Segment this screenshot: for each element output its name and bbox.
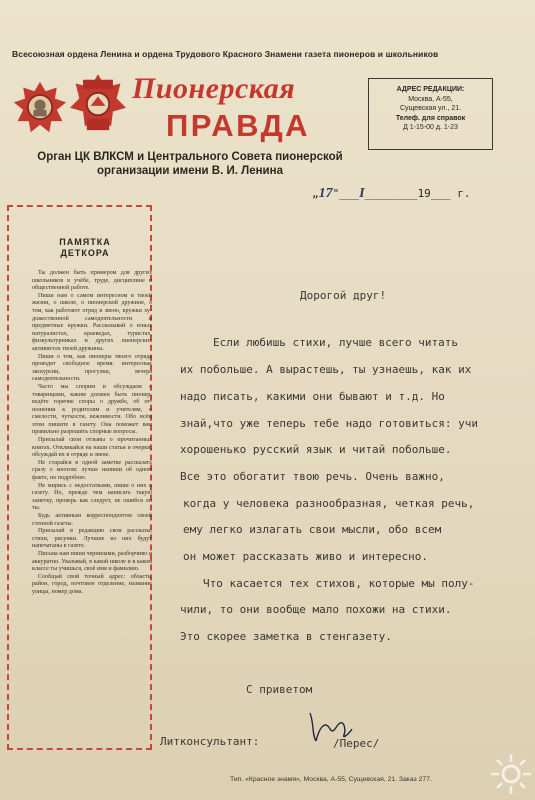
letter-line: он может рассказать живо и интересно. [183,550,429,563]
signoff-name: /Перес/ [333,737,380,750]
organ-line-2: организации имени В. И. Ленина [97,165,283,177]
memo-title-line-2: ДЕТКОРА [60,248,110,258]
memo-paragraph: Будь активным корреспондентом своей стенной газеты. [32,513,152,527]
date-day: 17 [318,186,333,201]
newspaper-tagline: Всесоюзная ордена Ленина и ордена Трудового Красного Знамени газета пионеров и школьников [12,49,439,59]
memo-text [32,270,152,597]
memo-title-line-1: ПАМЯТКА [59,237,111,247]
letter-line: хорошенько русский язык и читай побольше. [180,443,452,456]
date-month: I [359,186,365,201]
organ-subtitle [20,150,360,178]
lenin-order-icon [12,78,68,138]
letter-line: Если любишь стихи, лучше всего читать [213,336,459,349]
date-line: „17"___I________19___ г. [312,186,471,201]
signoff-label: Литконсультант: [160,735,260,748]
letter-line: ему легко излагать свои мысли, обо всем [183,523,442,536]
letter-line: Что касается тех стихов, которые мы полу- [203,577,475,590]
date-year-suffix: г. [457,187,471,200]
sun-watermark-icon [489,752,533,796]
memo-paragraph: Не старайся в одной заметке рассказать сразу о многом: лучше напиши об одном факте, но подробнее. [32,459,152,482]
memo-paragraph: Сообщай свой точный адрес: область, район, город, почтовое отделение, название улицы, номер дома. [32,573,152,595]
memo-paragraph: Не мирись с недостатками, пиши о них в газету. Но, прежде чем написать такую заметку, проверь как следует, не ошибся ли ты. [32,482,152,512]
address-line-3: Телеф. для справок [395,114,466,122]
memo-paragraph: Ты должен быть примером для других школьников в учёбе, труде, дисциплине и общественной работе. [32,270,152,292]
address-line-4: Д 1-15-00 д. 1-23 [403,124,458,131]
letter-line: знай,что уже теперь тебе надо готовиться: учи [180,417,479,430]
red-banner-order-icon [70,74,126,134]
organ-line-1: Орган ЦК ВЛКСМ и Центрального Совета пионерской [37,151,343,163]
letter-closing: С приветом [246,683,313,696]
memo-paragraph: Пиши о том, как пионеры твоего отряда проводят свободное время: интересные экскурсии, прогулки, вечера самодеятельности. [32,353,152,383]
letter-line: чили, то они вообще мало похожи на стихи. [180,603,452,616]
memo-paragraph: Часто мы спорим и обсуждаем с товарищами, каким должен быть пионер, ведёте горячие споры о дружбе, об отношении к родителям и учителям, о смелости, чуткости, вежливости. Обо всём этом пишите в газету. Она поможет вам правильно разрешить спорные вопросы. [32,383,152,436]
address-heading: АДРЕС РЕДАКЦИИ: [396,86,465,93]
memo-paragraph: Присылай в редакцию свои рассказы, стихи, рисунки. Лучшие из них будут напечатаны в газете. [32,528,152,550]
address-line-1: Москва, А-55, [408,95,453,103]
letter-line: Все это обогатит твою речь. Очень важно, [180,470,445,483]
newspaper-title-line2: ПРАВДА [166,108,311,143]
editorial-address-box [368,78,493,150]
memo-paragraph: Присылай свои отзывы о прочитанных книгах. Откликайся на наши статьи и очерки, обсуждай их в отряде и звене. [32,437,152,459]
letter-line: когда у человека разнообразная, четкая речь, [183,497,475,510]
handwritten-signature [300,705,360,745]
order-badges [12,74,132,146]
letter-line: Это скорее заметка в стенгазету. [180,630,392,643]
letter-line: их побольше. А вырастешь, ты узнаешь, как их [180,363,472,376]
memo-paragraph: Пиши нам о самом интересном в твоей жизни, о школе, о пионерской дружине, о том, как работают отряд и звено, кружки художественной самодеятельности и предметные кружки. Рассказывай о юных натуралистах, краеведах, туристах, физкультурниках и других пионерских активистах твоей дружины. [32,292,152,352]
date-year-prefix: 19 [417,187,431,200]
address-line-2: Сущевская ул., 21. [399,105,462,112]
letter-greeting: Дорогой друг! [300,289,387,302]
letter-line: надо писать, какими они бывают и т.д. Но [180,390,445,403]
newspaper-title-line1: Пионерская [132,72,296,105]
print-imprint: Тип. «Красное знамя», Москва, А-55, Сущевская, 21. Заказ 277. [230,776,432,783]
memo-paragraph: Письма нам пиши чернилами, разборчиво и аккуратно. Указывай, в какой школе и в каком классе ты учишься, своё имя и фамилию. [32,550,152,573]
memo-title [40,237,130,259]
